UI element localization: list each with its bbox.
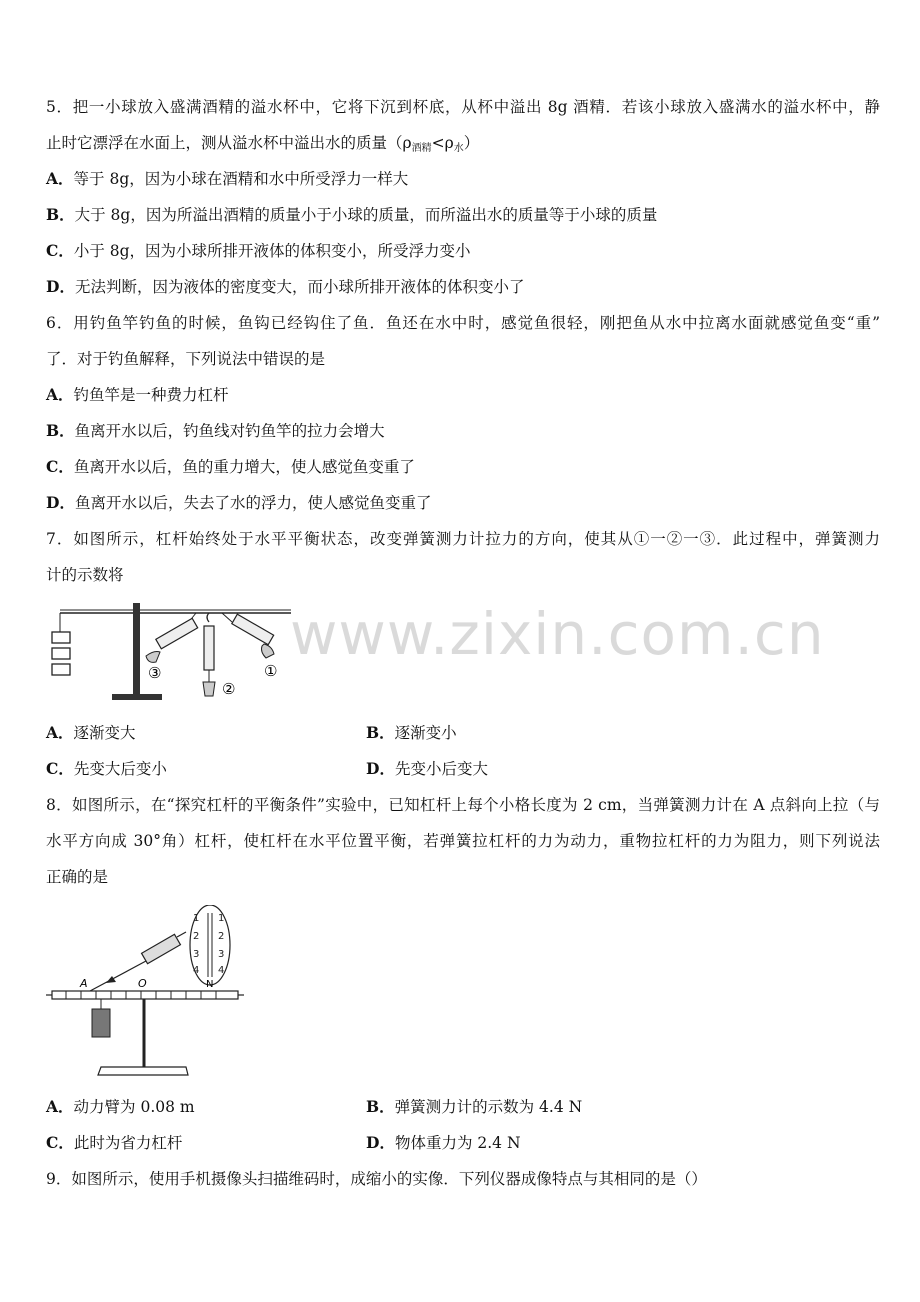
q7-option-d[interactable]: D．先变小后变大 — [366, 759, 488, 778]
weight-block — [52, 664, 70, 675]
point-a-label: A — [80, 977, 88, 990]
q6-stem-line1: 6．用钓鱼竿钓鱼的时候，鱼钩已经钩住了鱼．鱼还在水中时，感觉鱼很轻，刚把鱼从水中拉离水面就感觉鱼变“重” — [46, 314, 880, 332]
q7-lever-figure — [46, 598, 296, 708]
q6-stem-line2: 了．对于钓鱼解释，下列说法中错误的是 — [46, 350, 326, 368]
q8-stem-line2: 水平方向成 30°角）杠杆，使杠杆在水平位置平衡，若弹簧拉杠杆的力为动力，重物拉杠杆的力为阻力，则下列说法 — [46, 832, 880, 850]
spring-scale — [142, 934, 181, 963]
q8-stem-line3: 正确的是 — [46, 868, 109, 886]
lever-stand — [133, 603, 140, 696]
spring-scale-1 — [222, 613, 274, 658]
svg-text:2: 2 — [193, 931, 200, 942]
q5-option-d[interactable]: D．无法判断，因为液体的密度变大，而小球所排开液体的体积变小了 — [46, 277, 525, 296]
label-1: ① — [264, 662, 278, 680]
svg-text:3: 3 — [193, 949, 200, 960]
q7-option-b[interactable]: B．逐渐变小 — [366, 723, 457, 742]
q7-stem-line1: 7．如图所示，杠杆始终处于水平平衡状态，改变弹簧测力计拉力的方向，使其从①一②一③．此过程中，弹簧测力 — [46, 530, 880, 548]
q6-option-a[interactable]: A．钓鱼竿是一种费力杠杆 — [46, 385, 229, 404]
watermark: www.zixin.com.cn — [290, 600, 825, 668]
point-o-label: O — [138, 977, 147, 990]
q7-option-c[interactable]: C．先变大后变小 — [46, 759, 167, 778]
q8-stem-line1: 8．如图所示，在“探究杠杆的平衡条件”实验中，已知杠杆上每个小格长度为 2 cm，当弹簧测力计在 A 点斜向上拉（与 — [46, 796, 880, 814]
q8-option-a[interactable]: A．动力臂为 0.08 m — [46, 1097, 195, 1116]
label-3: ③ — [148, 664, 162, 682]
svg-text:2: 2 — [218, 931, 225, 942]
svg-text:1: 1 — [218, 913, 225, 924]
q7-option-a[interactable]: A．逐渐变大 — [46, 723, 136, 742]
label-2: ② — [222, 680, 236, 698]
lever-bar — [52, 991, 238, 999]
spring-scale-3 — [146, 613, 198, 662]
weight-block — [52, 648, 70, 659]
q6-option-b[interactable]: B．鱼离开水以后，钓鱼线对钓鱼竿的拉力会增大 — [46, 421, 385, 440]
unit-n-label: N — [206, 979, 214, 990]
q9-stem-line1: 9．如图所示，使用手机摄像头扫描维码时，成缩小的实像．下列仪器成像特点与其相同的是（） — [46, 1170, 707, 1188]
q6-option-d[interactable]: D．鱼离开水以后，失去了水的浮力，使人感觉鱼变重了 — [46, 493, 432, 512]
q5-option-a[interactable]: A．等于 8g，因为小球在酒精和水中所受浮力一样大 — [46, 169, 409, 188]
weight-block — [52, 632, 70, 643]
svg-text:4: 4 — [218, 965, 225, 976]
q5-option-b[interactable]: B．大于 8g，因为所溢出酒精的质量小于小球的质量，而所溢出水的质量等于小球的质量 — [46, 205, 658, 224]
q8-option-b[interactable]: B．弹簧测力计的示数为 4.4 N — [366, 1097, 583, 1116]
svg-text:1: 1 — [193, 913, 200, 924]
q8-option-d[interactable]: D．物体重力为 2.4 N — [366, 1133, 521, 1152]
spring-scale-2 — [203, 613, 215, 696]
svg-text:4: 4 — [193, 965, 200, 976]
q6-option-c[interactable]: C．鱼离开水以后，鱼的重力增大，使人感觉鱼变重了 — [46, 457, 415, 476]
q5-stem-line1: 5．把一小球放入盛满酒精的溢水杯中，它将下沉到杯底，从杯中溢出 8g 酒精．若该小球放入盛满水的溢水杯中，静 — [46, 98, 880, 116]
svg-text:3: 3 — [218, 949, 225, 960]
q5-option-c[interactable]: C．小于 8g，因为小球所排开液体的体积变小，所受浮力变小 — [46, 241, 471, 260]
weight-block — [92, 1009, 110, 1037]
q7-stem-line2: 计的示数将 — [46, 566, 124, 584]
q8-lever-figure — [46, 905, 246, 1080]
q8-option-c[interactable]: C．此时为省力杠杆 — [46, 1133, 183, 1152]
q5-stem-line2: 止时它漂浮在水面上，测从溢水杯中溢出水的质量$(\rho_{酒精}<\rho_水)$ — [46, 134, 480, 154]
